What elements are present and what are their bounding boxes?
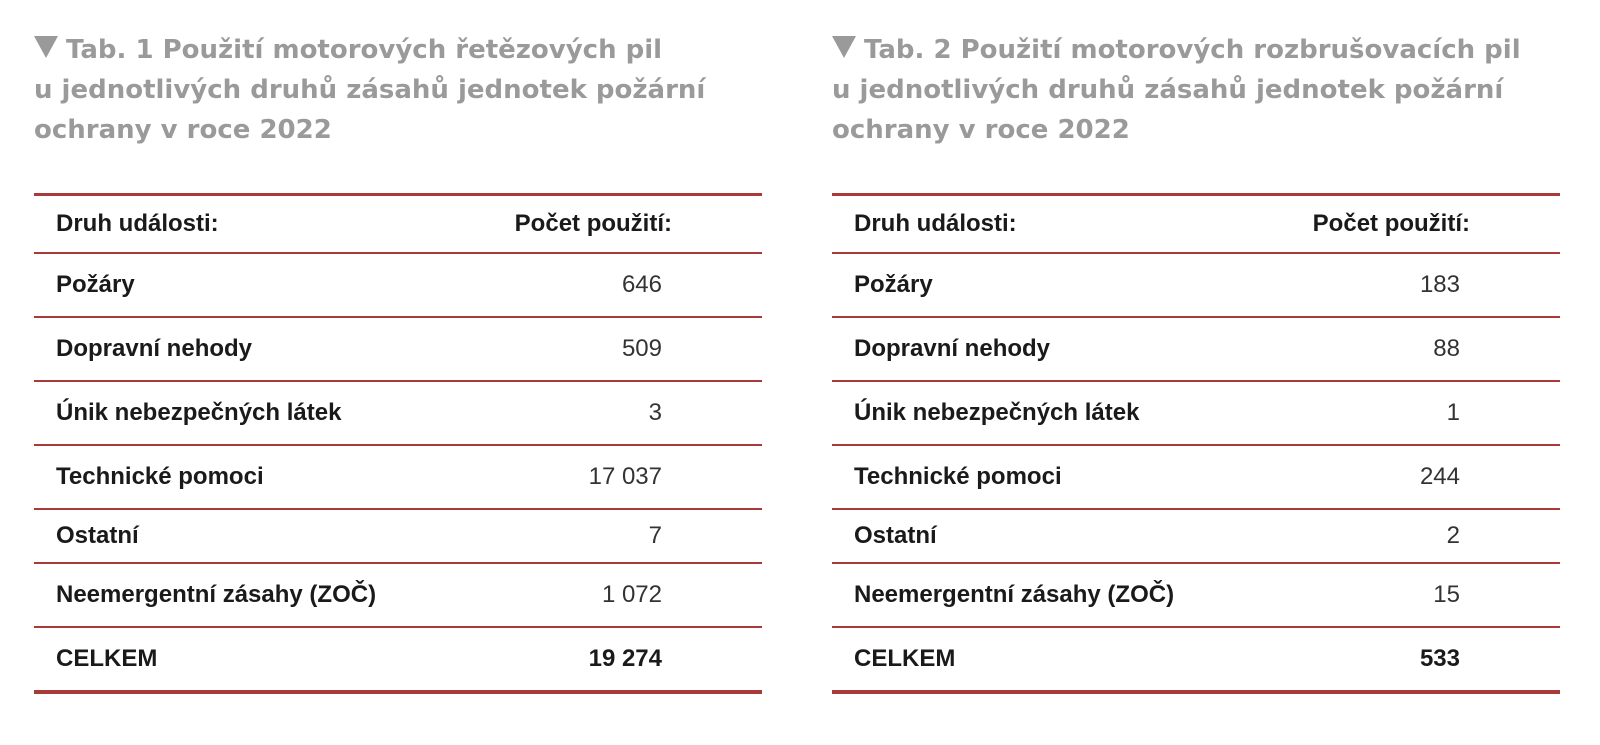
table-block-1	[34, 0, 762, 672]
table-caption	[34, 0, 762, 150]
triangle-down-icon	[832, 36, 856, 58]
row-label: Únik nebezpečných látek	[56, 399, 342, 426]
table-row	[832, 509, 1560, 563]
table-total-row	[832, 627, 1560, 692]
row-label: Požáry	[854, 271, 933, 298]
row-value: 88	[1433, 335, 1460, 362]
row-value: 2	[1446, 522, 1460, 549]
row-value: 1	[1446, 399, 1460, 426]
row-label: Ostatní	[56, 522, 139, 549]
table-row	[832, 381, 1560, 445]
table-row	[34, 381, 762, 445]
data-table	[34, 193, 762, 694]
total-label: CELKEM	[854, 645, 956, 672]
row-label: Technické pomoci	[854, 463, 1062, 490]
row-label: Neemergentní zásahy (ZOČ)	[56, 581, 377, 608]
row-label: Neemergentní zásahy (ZOČ)	[854, 581, 1175, 608]
table-row	[34, 317, 762, 381]
caption-line-1: Tab. 1 Použití motorových řetězových pil	[66, 35, 663, 65]
row-label: Únik nebezpečných látek	[854, 399, 1140, 426]
header-label: Druh události:	[854, 210, 1017, 237]
table-row	[832, 563, 1560, 627]
data-table	[832, 193, 1560, 694]
row-value: 7	[648, 522, 662, 549]
triangle-down-icon	[34, 36, 58, 58]
table-total-row	[34, 627, 762, 692]
row-label: Požáry	[56, 271, 135, 298]
table-header-row	[832, 195, 1560, 254]
caption-line-3: ochrany v roce 2022	[34, 115, 332, 145]
header-value: Počet použití:	[514, 210, 672, 237]
table-row	[832, 445, 1560, 509]
table-row	[34, 509, 762, 563]
table-row	[34, 563, 762, 627]
row-label: Technické pomoci	[56, 463, 264, 490]
table-row	[832, 253, 1560, 317]
table-row	[34, 253, 762, 317]
row-value: 244	[1419, 463, 1460, 490]
total-label: CELKEM	[56, 645, 158, 672]
caption-line-2: u jednotlivých druhů zásahů jednotek požární	[832, 75, 1504, 105]
table-caption	[832, 0, 1560, 150]
row-value: 1 072	[601, 581, 662, 608]
total-value: 19 274	[588, 645, 662, 672]
total-value: 533	[1419, 645, 1460, 672]
row-value: 509	[621, 335, 662, 362]
row-value: 17 037	[588, 463, 662, 490]
header-value: Počet použití:	[1312, 210, 1470, 237]
row-value: 15	[1433, 581, 1460, 608]
caption-line-1: Tab. 2 Použití motorových rozbrušovacích pil	[864, 35, 1521, 65]
table-row	[832, 317, 1560, 381]
row-label: Dopravní nehody	[854, 335, 1051, 362]
row-label: Ostatní	[854, 522, 937, 549]
row-value: 646	[621, 271, 662, 298]
table-block-2	[832, 0, 1560, 672]
header-label: Druh události:	[56, 210, 219, 237]
row-value: 3	[648, 399, 662, 426]
caption-line-2: u jednotlivých druhů zásahů jednotek požární	[34, 75, 706, 105]
row-value: 183	[1419, 271, 1460, 298]
table-row	[34, 445, 762, 509]
caption-line-3: ochrany v roce 2022	[832, 115, 1130, 145]
row-label: Dopravní nehody	[56, 335, 253, 362]
table-header-row	[34, 195, 762, 254]
